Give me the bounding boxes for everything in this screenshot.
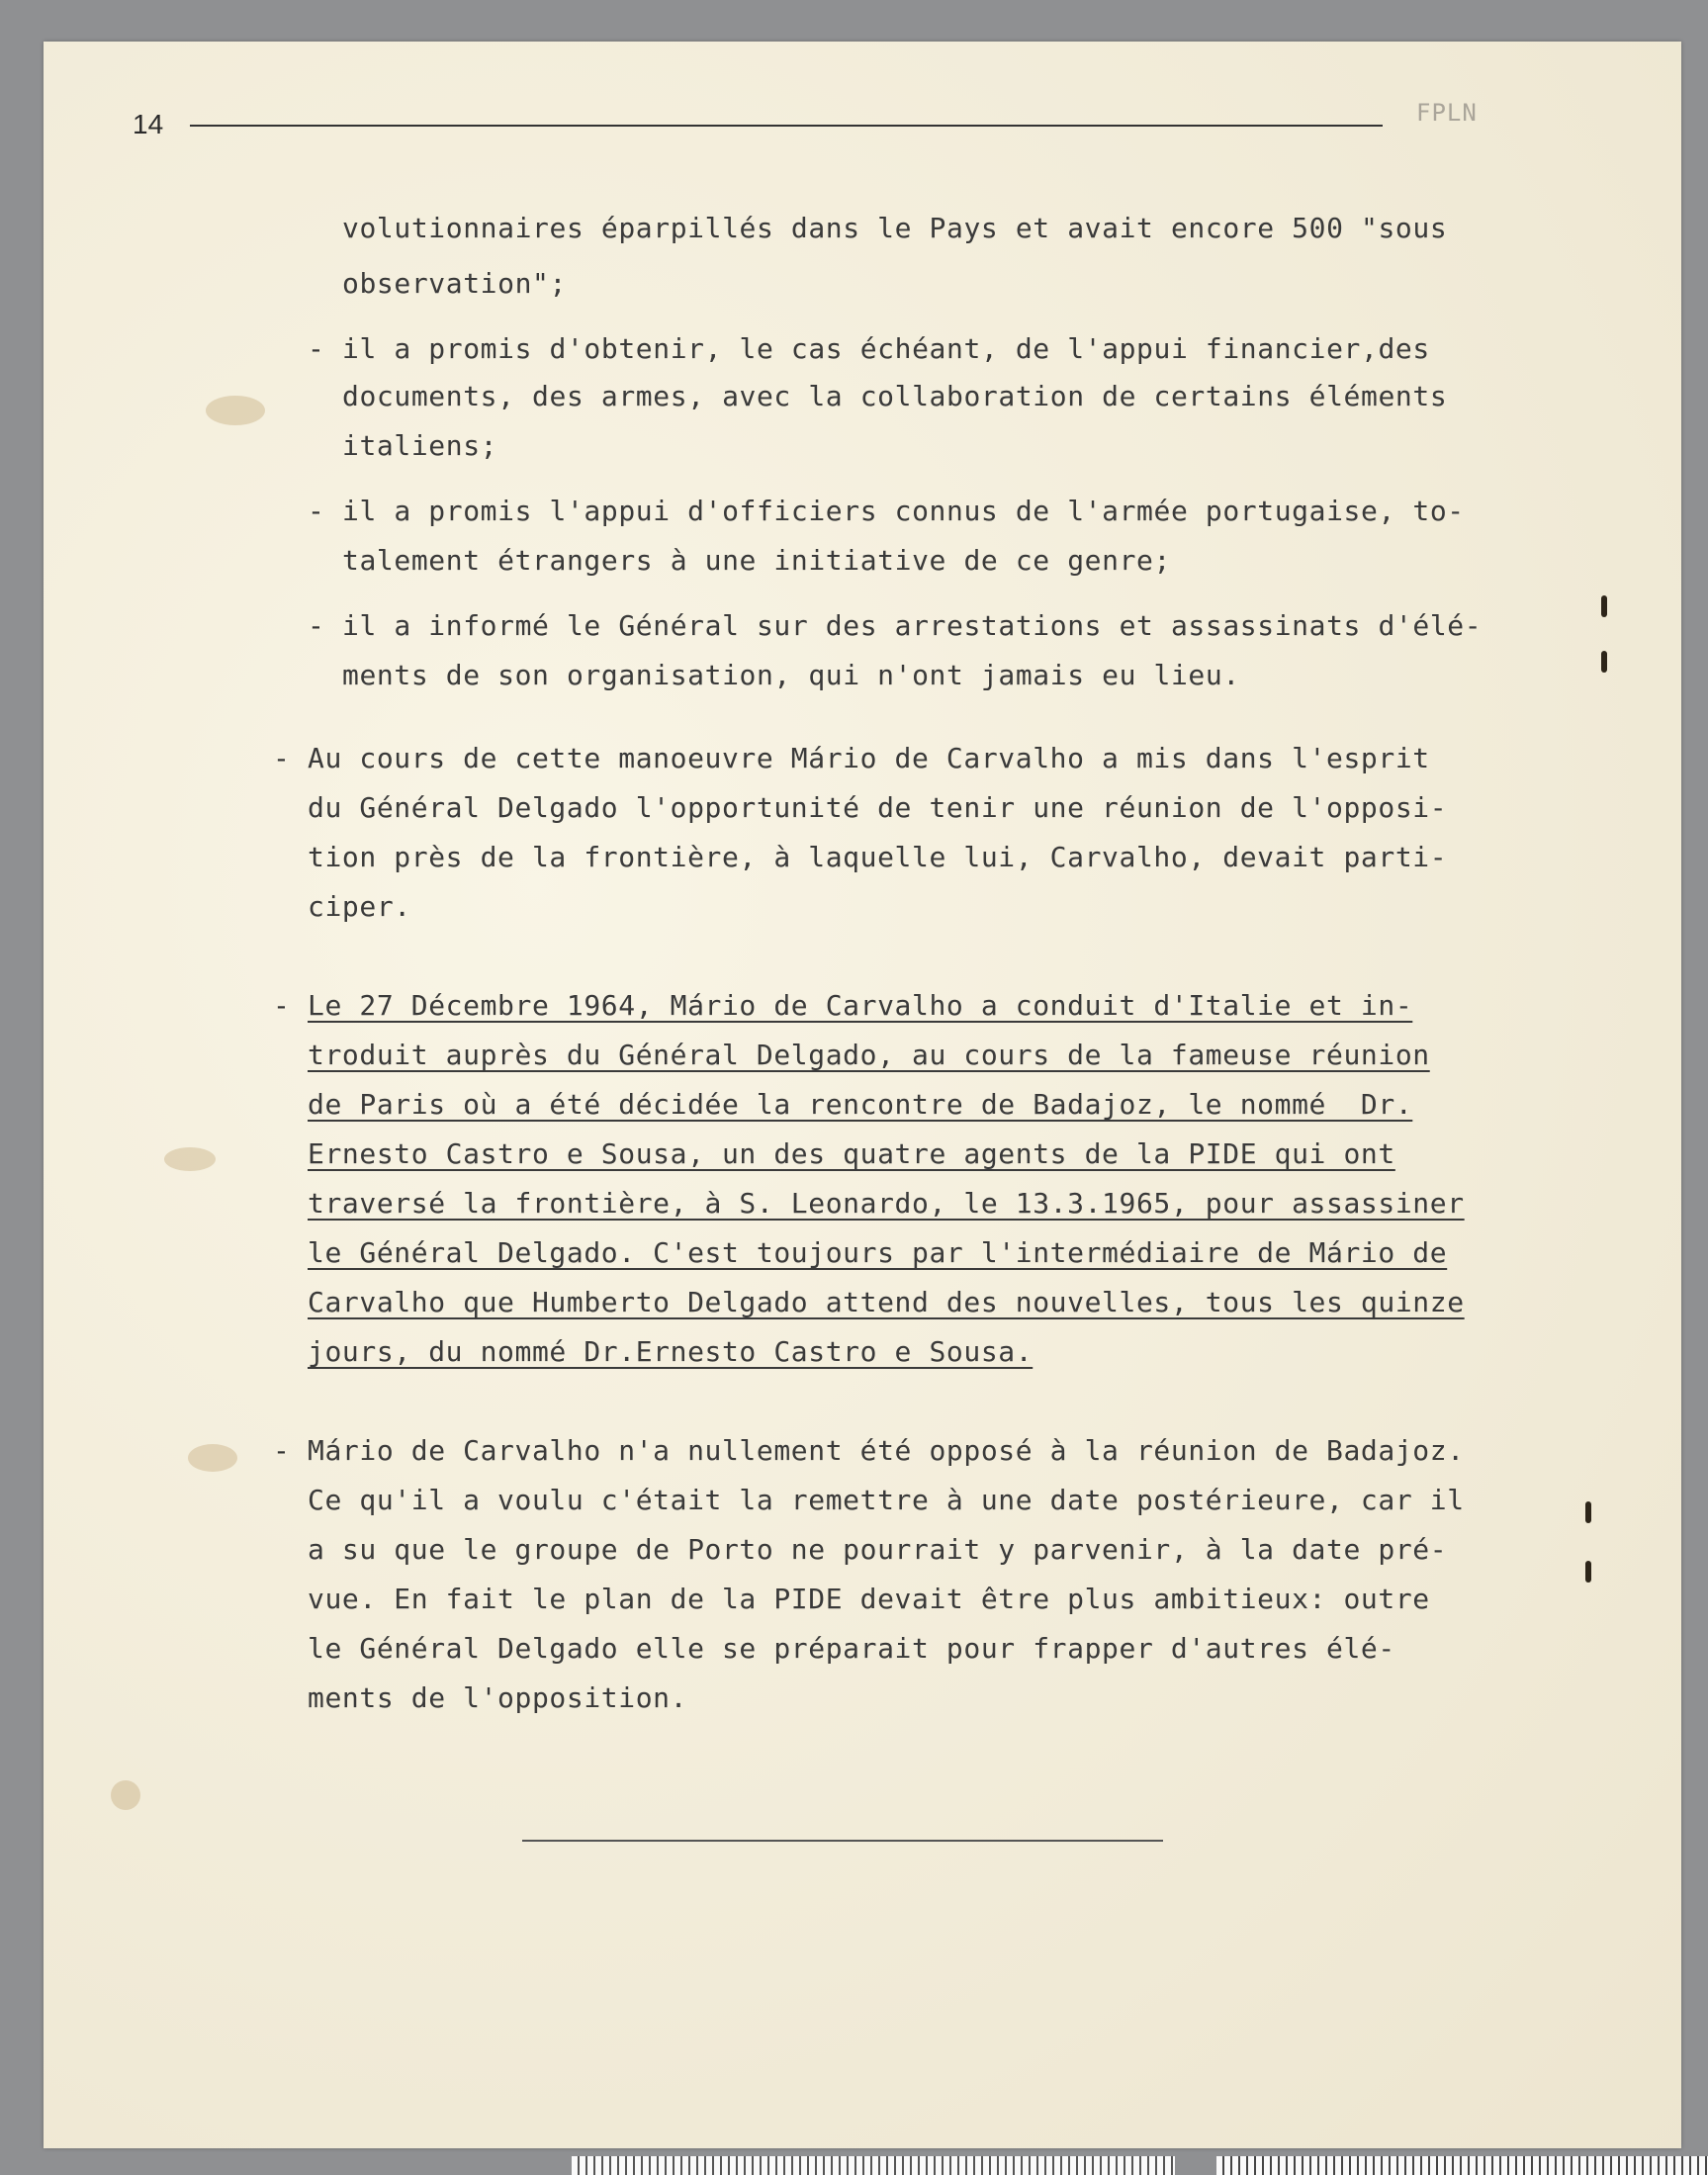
list-dash: - (308, 609, 324, 642)
text-line: ments de l'opposition. (308, 1681, 688, 1714)
underlined-line: jours, du nommé Dr.Ernesto Castro e Sousa. (308, 1335, 1034, 1368)
closing-rule (522, 1840, 1163, 1842)
underlined-line: de Paris où a été décidée la rencontre de Badajoz, le nommé Dr. (308, 1088, 1413, 1121)
text-line: ments de son organisation, qui n'ont jamais eu lieu. (342, 659, 1240, 691)
list-dash: - (273, 742, 290, 774)
text-line: le Général Delgado elle se préparait pour frapper d'autres élé- (308, 1632, 1395, 1665)
text-line: ciper. (308, 890, 411, 923)
underlined-line: Carvalho que Humberto Delgado attend des nouvelles, tous les quinze (308, 1286, 1465, 1318)
list-dash: - (273, 989, 290, 1022)
text-line: volutionnaires éparpillés dans le Pays et avait encore 500 "sous (342, 212, 1448, 244)
staple-mark (1585, 1501, 1591, 1523)
scale-ruler (572, 2156, 1175, 2175)
text-line: italiens; (342, 429, 498, 462)
page-number: 14 (133, 109, 164, 139)
text-line: il a promis l'appui d'officiers connus de l'armée portugaise, to- (342, 495, 1465, 527)
underlined-line: Ernesto Castro e Sousa, un des quatre agents de la PIDE qui ont (308, 1137, 1395, 1170)
text-line: Au cours de cette manoeuvre Mário de Carvalho a mis dans l'esprit (308, 742, 1430, 774)
text-line: il a promis d'obtenir, le cas échéant, de l'appui financier,des (342, 332, 1430, 365)
underlined-line: troduit auprès du Général Delgado, au cours de la fameuse réunion (308, 1039, 1430, 1071)
underlined-line: Le 27 Décembre 1964, Mário de Carvalho a conduit d'Italie et in- (308, 989, 1413, 1022)
underlined-line: le Général Delgado. C'est toujours par l'intermédiaire de Mário de (308, 1236, 1448, 1269)
staple-mark (1585, 1561, 1591, 1583)
text-line: a su que le groupe de Porto ne pourrait y parvenir, à la date pré- (308, 1533, 1448, 1566)
text-line: Mário de Carvalho n'a nullement été opposé à la réunion de Badajoz. (308, 1434, 1465, 1467)
scale-ruler (1216, 2156, 1708, 2175)
staple-mark (1601, 595, 1607, 617)
paper-stain (188, 1444, 237, 1472)
paper-stain (111, 1780, 140, 1810)
header-organization: FPLN (1416, 99, 1478, 127)
list-dash: - (308, 332, 324, 365)
text-line: tion près de la frontière, à laquelle lui, Carvalho, devait parti- (308, 841, 1448, 873)
text-line: il a informé le Général sur des arrestations et assassinats d'élé- (342, 609, 1483, 642)
paper-stain (164, 1147, 216, 1171)
list-dash: - (273, 1434, 290, 1467)
header-rule (190, 125, 1383, 127)
staple-mark (1601, 651, 1607, 673)
text-line: vue. En fait le plan de la PIDE devait être plus ambitieux: outre (308, 1583, 1430, 1615)
list-dash: - (308, 495, 324, 527)
text-line: documents, des armes, avec la collaboration de certains éléments (342, 380, 1448, 412)
paper-stain (206, 396, 265, 425)
underlined-line: traversé la frontière, à S. Leonardo, le 13.3.1965, pour assassiner (308, 1187, 1465, 1220)
text-line: talement étrangers à une initiative de ce genre; (342, 544, 1171, 577)
text-line: observation"; (342, 267, 567, 300)
text-line: du Général Delgado l'opportunité de tenir une réunion de l'opposi- (308, 791, 1448, 824)
text-line: Ce qu'il a voulu c'était la remettre à une date postérieure, car il (308, 1484, 1465, 1516)
